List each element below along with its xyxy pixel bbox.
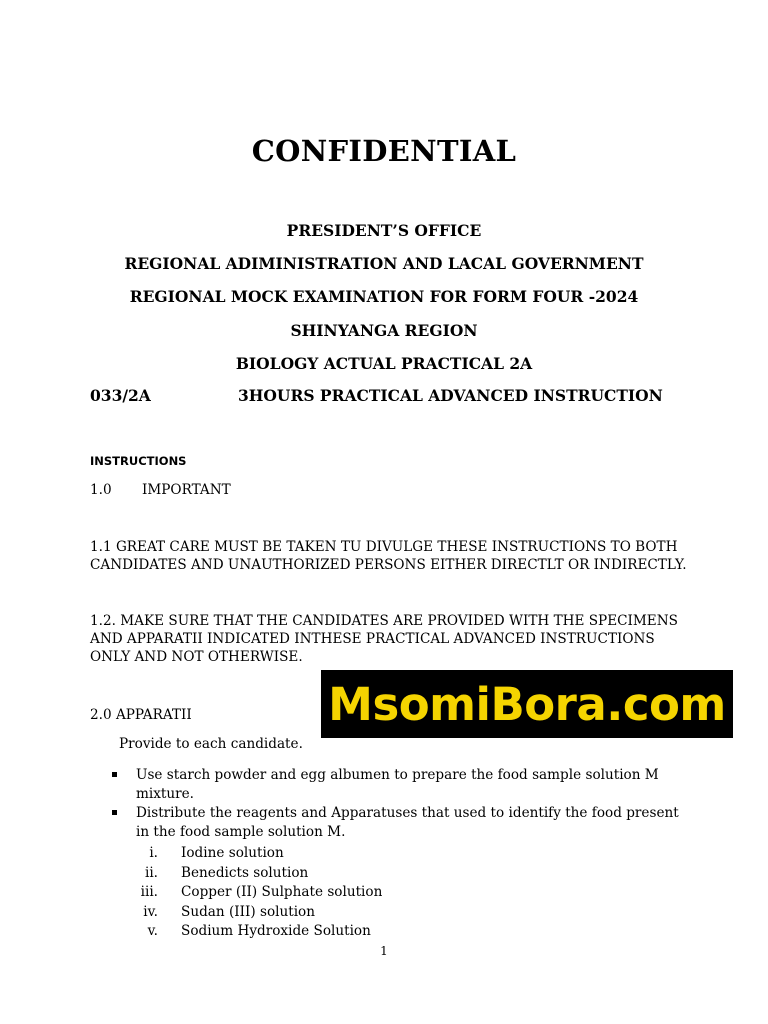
instructions-heading: INSTRUCTIONS bbox=[90, 454, 187, 468]
section-2-heading: 2.0 APPARATII bbox=[90, 707, 192, 723]
section-2-intro: Provide to each candidate. bbox=[119, 736, 303, 752]
paper-code-line bbox=[90, 386, 663, 405]
paper-code: 033/2A bbox=[90, 386, 151, 405]
header-line-examination: REGIONAL MOCK EXAMINATION FOR FORM FOUR -2024 bbox=[129, 287, 639, 306]
bullet-text: Use starch powder and egg albumen to prepare the food sample solution M mixture. bbox=[136, 767, 659, 802]
instruction-1-1: 1.1 GREAT CARE MUST BE TAKEN TU DIVULGE THESE INSTRUCTIONS TO BOTH CANDIDATES AND UNAUTHORIZED PERSONS EITHER DIRECTLT OR INDIRECTLY. bbox=[90, 539, 687, 573]
instruction-1-2: 1.2. MAKE SURE THAT THE CANDIDATES ARE PROVIDED WITH THE SPECIMENS AND APPARATII INDICATED INTHESE PRACTICAL ADVANCED INSTRUCTIONS ONLY AND NOT OTHERWISE. bbox=[90, 613, 678, 665]
reagent-number: iii. bbox=[140, 884, 158, 901]
reagent-label: Sodium Hydroxide Solution bbox=[181, 923, 371, 940]
section-1-number: 1.0 bbox=[90, 482, 112, 498]
paper-description: 3HOURS PRACTICAL ADVANCED INSTRUCTION bbox=[238, 386, 663, 405]
list-item bbox=[130, 883, 382, 903]
apparatus-bullet-list bbox=[110, 766, 690, 842]
reagent-number: iv. bbox=[143, 903, 158, 920]
list-item bbox=[130, 844, 382, 864]
document-title: CONFIDENTIAL bbox=[251, 134, 517, 168]
reagent-label: Sudan (III) solution bbox=[181, 903, 315, 920]
reagent-label: Copper (II) Sulphate solution bbox=[181, 884, 383, 901]
reagent-label: Iodine solution bbox=[181, 845, 284, 861]
list-item bbox=[130, 903, 382, 923]
reagent-list bbox=[130, 844, 382, 942]
list-item bbox=[130, 864, 382, 884]
watermark-banner bbox=[321, 670, 733, 738]
header-line-office: PRESIDENT’S OFFICE bbox=[286, 221, 482, 240]
list-item bbox=[110, 804, 690, 842]
header-line-region: SHINYANGA REGION bbox=[290, 321, 478, 340]
bullet-text: Distribute the reagents and Apparatuses that used to identify the food present in the food sample solution M. bbox=[136, 805, 679, 840]
reagent-number: i. bbox=[149, 845, 158, 861]
page-number: 1 bbox=[380, 944, 388, 958]
header-line-administration: REGIONAL ADIMINISTRATION AND LACAL GOVERNMENT bbox=[124, 254, 644, 273]
reagent-label: Benedicts solution bbox=[181, 864, 309, 881]
square-bullet-icon bbox=[112, 810, 117, 815]
list-item bbox=[130, 922, 382, 942]
header-line-subject: BIOLOGY ACTUAL PRACTICAL 2A bbox=[235, 354, 533, 373]
reagent-number: ii. bbox=[144, 864, 158, 881]
reagent-number: v. bbox=[147, 923, 158, 940]
list-item bbox=[110, 766, 690, 804]
section-1-title: IMPORTANT bbox=[142, 482, 231, 498]
square-bullet-icon bbox=[112, 772, 117, 777]
watermark-text: MsomiBora.com bbox=[328, 677, 726, 731]
section-1-heading bbox=[90, 481, 690, 499]
